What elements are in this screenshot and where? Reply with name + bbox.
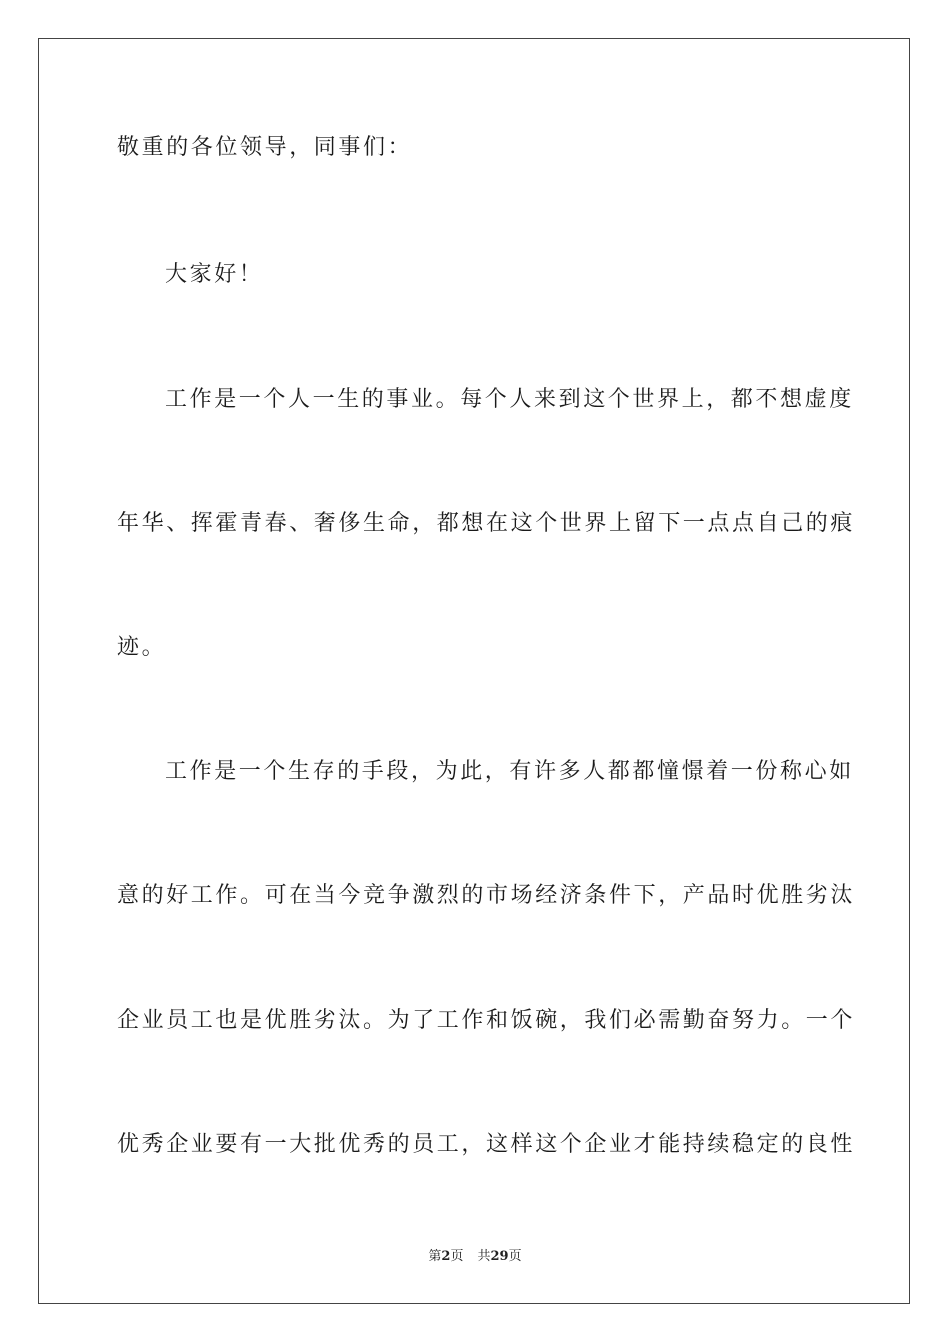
paragraph-1-line-1: 工作是一个人一生的事业。每个人来到这个世界上，都不想虚度 <box>165 387 854 412</box>
salutation-line: 敬重的各位领导，同事们： <box>117 135 413 160</box>
paragraph-2-line-2: 意的好工作。可在当今竞争激烈的市场经济条件下，产品时优胜劣汰 <box>117 883 856 908</box>
page-number: 第2页 <box>428 1249 464 1264</box>
greeting-line: 大家好！ <box>165 262 264 287</box>
paragraph-2-line-4: 优秀企业要有一大批优秀的员工，这样这个企业才能持续稳定的良性 <box>117 1132 856 1157</box>
paragraph-1-line-3: 迹。 <box>117 635 167 660</box>
page-border <box>38 38 910 1304</box>
paragraph-2-line-1: 工作是一个生存的手段，为此，有许多人都都憧憬着一份称心如 <box>165 759 854 784</box>
paragraph-1-line-2: 年华、挥霍青春、奢侈生命，都想在这个世界上留下一点点自己的痕 <box>117 511 856 536</box>
paragraph-2-line-3: 企业员工也是优胜劣汰。为了工作和饭碗，我们必需勤奋努力。一个 <box>117 1008 856 1033</box>
page-total: 共29页 <box>477 1249 522 1264</box>
page-footer <box>0 1248 950 1266</box>
